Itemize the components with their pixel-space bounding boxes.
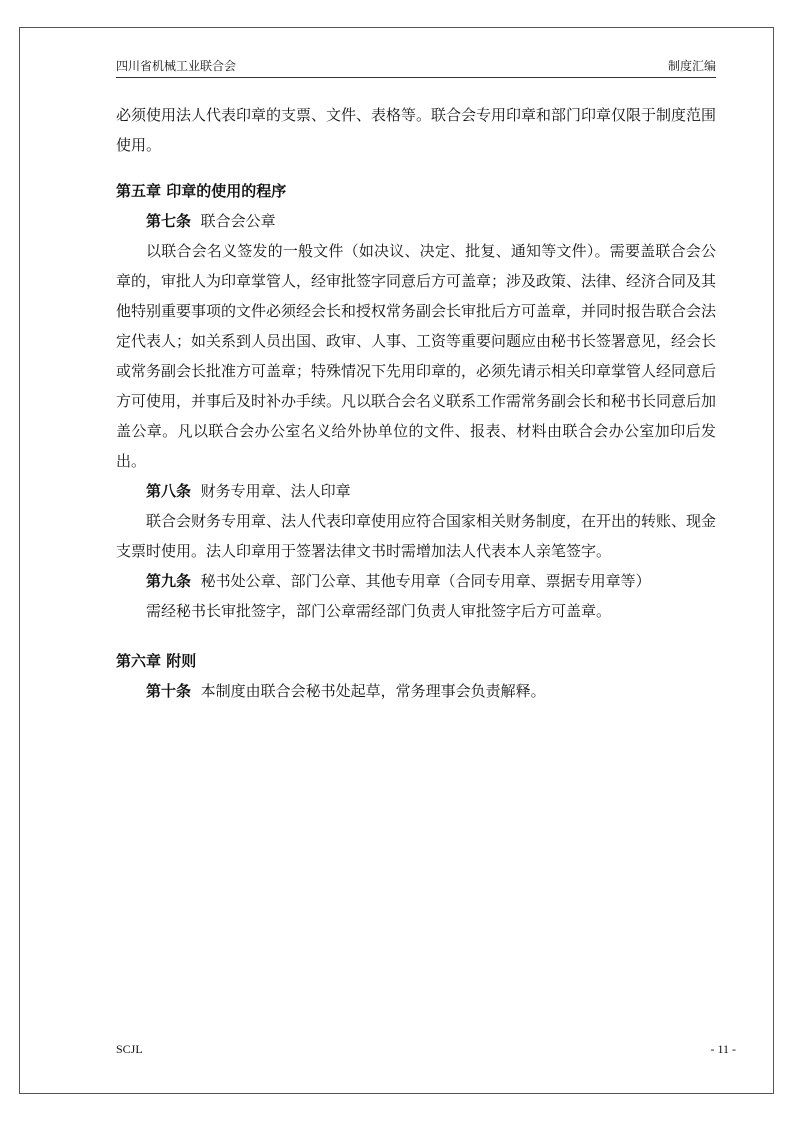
article-7-number: 第七条 <box>146 212 192 230</box>
article-8-title: 财务专用章、法人印章 <box>200 482 351 500</box>
document-body <box>116 100 716 706</box>
article-10-number: 第十条 <box>146 682 192 700</box>
page-header <box>116 57 716 78</box>
article-8-number: 第八条 <box>146 482 192 500</box>
intro-paragraph: 必须使用法人代表印章的支票、文件、表格等。联合会专用印章和部门印章仅限于制度范围使用。 <box>116 106 717 154</box>
chapter-6-title: 第六章 附则 <box>116 652 197 670</box>
header-org: 四川省机械工业联合会 <box>116 59 237 73</box>
article-7-heading <box>116 206 716 236</box>
article-7-title: 联合会公章 <box>200 212 276 230</box>
article-9-number: 第九条 <box>146 572 192 590</box>
article-9-body: 需经秘书长审批签字，部门公章需经部门负责人审批签字后方可盖章。 <box>146 602 612 620</box>
article-8-body: 联合会财务专用章、法人代表印章使用应符合国家相关财务制度，在开出的转账、现金支票时使用。法人印章用于签署法律文书时需增加法人代表本人亲笔签字。 <box>116 512 717 560</box>
article-9-title: 秘书处公章、部门公章、其他专用章（合同专用章、票据专用章等） <box>200 572 651 590</box>
article-10-body: 本制度由联合会秘书处起草，常务理事会负责解释。 <box>200 682 546 700</box>
article-7-body: 以联合会名义签发的一般文件（如决议、决定、批复、通知等文件）。需要盖联合会公章的，审批人为印章掌管人，经审批签字同意后方可盖章；涉及政策、法律、经济合同及其他特别重要事项的文件必须经会长和授权常务副会长审批后方可盖章，并同时报告联合会法定代表人；如关系到人员出国、政审、人事、工资等重要问题应由秘书长签署意见，经会长或常务副会长批准方可盖章；特殊情况下先用印章的，必须先请示相关印章掌管人经同意后方可使用，并事后及时补办手续。凡以联合会名义联系工作需常务副会长和秘书长同意后加盖公章。凡以联合会办公室名义给外协单位的文件、报表、材料由联合会办公室加印后发出。 <box>116 242 717 470</box>
header-doc-type: 制度汇编 <box>667 59 716 73</box>
article-9-heading <box>116 566 716 596</box>
chapter-5-title: 第五章 印章的使用的程序 <box>116 182 287 200</box>
page-number: - 11 - <box>710 1042 736 1056</box>
article-8-heading <box>116 476 716 506</box>
article-10 <box>116 676 716 706</box>
footer-code: SCJL <box>116 1042 143 1056</box>
